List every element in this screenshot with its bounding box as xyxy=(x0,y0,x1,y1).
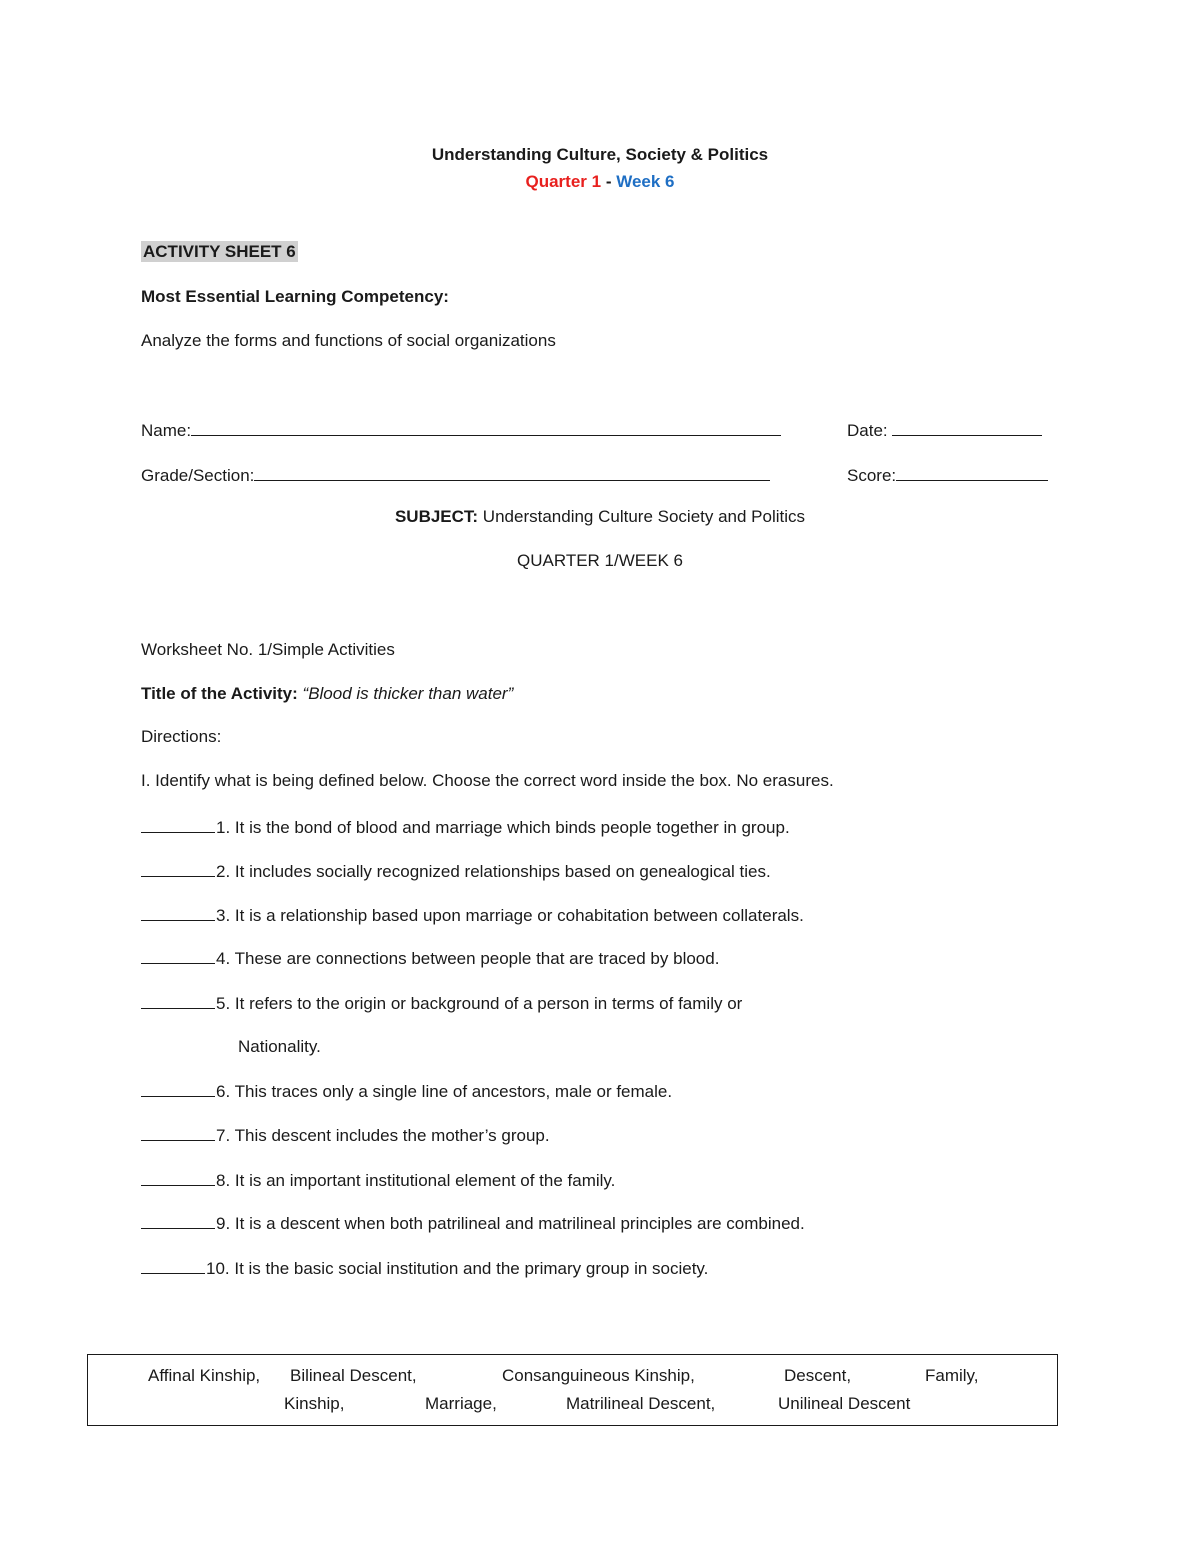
word-choices-box xyxy=(87,1354,1058,1426)
worksheet-label: Worksheet No. 1/Simple Activities xyxy=(141,640,395,659)
item-continuation: Nationality. xyxy=(238,1037,321,1056)
subject-value: Understanding Culture Society and Politics xyxy=(478,507,806,526)
item-text: It is an important institutional element of the family. xyxy=(230,1171,616,1190)
item-text: It is a relationship based upon marriage or cohabitation between collaterals. xyxy=(230,906,804,925)
grade-section-label: Grade/Section: xyxy=(141,466,255,485)
name-label: Name: xyxy=(141,421,192,440)
word-choice: Affinal Kinship, xyxy=(148,1366,261,1385)
name-line[interactable] xyxy=(191,418,781,436)
question-item xyxy=(141,1212,805,1234)
quarter-week-header xyxy=(0,172,1200,192)
answer-blank[interactable] xyxy=(141,1257,205,1274)
competency-text: Analyze the forms and functions of social organizations xyxy=(141,331,556,350)
activity-title-value: “Blood is thicker than water” xyxy=(302,684,514,703)
name-field[interactable] xyxy=(141,418,781,441)
word-choice: Matrilineal Descent, xyxy=(566,1394,716,1413)
word-choice: Unilineal Descent xyxy=(778,1394,911,1413)
answer-blank[interactable] xyxy=(141,904,215,921)
answer-blank[interactable] xyxy=(141,992,215,1009)
item-number: 5. xyxy=(216,994,231,1013)
item-text: It includes socially recognized relationships based on genealogical ties. xyxy=(230,862,771,881)
score-label: Score: xyxy=(847,466,897,485)
score-field[interactable] xyxy=(847,463,1048,486)
question-item xyxy=(141,860,771,882)
item-number: 1. xyxy=(216,818,231,837)
question-item xyxy=(141,1257,708,1279)
item-text: These are connections between people that are traced by blood. xyxy=(230,949,720,968)
question-item xyxy=(141,992,742,1014)
answer-blank[interactable] xyxy=(141,1124,215,1141)
item-text: This traces only a single line of ancestors, male or female. xyxy=(230,1082,673,1101)
item-number: 9. xyxy=(216,1214,231,1233)
word-choice: Descent, xyxy=(784,1366,852,1385)
word-choice: Family, xyxy=(925,1366,979,1385)
subject-line xyxy=(0,507,1200,527)
question-item xyxy=(141,947,719,969)
question-item xyxy=(141,1124,550,1146)
word-choice: Marriage, xyxy=(425,1394,497,1413)
item-text: It is a descent when both patrilineal and matrilineal principles are combined. xyxy=(230,1214,805,1233)
competency-label: Most Essential Learning Competency: xyxy=(141,287,449,306)
item-text: It is the basic social institution and the primary group in society. xyxy=(229,1259,709,1278)
item-number: 2. xyxy=(216,862,231,881)
activity-title xyxy=(141,684,513,704)
date-field[interactable] xyxy=(847,418,1042,441)
item-number: 3. xyxy=(216,906,231,925)
subject-label: SUBJECT: xyxy=(394,507,479,526)
item-text: This descent includes the mother’s group. xyxy=(230,1126,550,1145)
document-title: Understanding Culture, Society & Politics xyxy=(431,145,769,164)
question-item xyxy=(141,1080,672,1102)
item-number: 6. xyxy=(216,1082,231,1101)
activity-title-label: Title of the Activity: xyxy=(141,684,303,703)
item-text: It is the bond of blood and marriage which binds people together in group. xyxy=(230,818,790,837)
word-choice: Consanguineous Kinship, xyxy=(502,1366,695,1385)
quarter-week-line: QUARTER 1/WEEK 6 xyxy=(517,551,683,570)
score-line[interactable] xyxy=(896,463,1048,481)
answer-blank[interactable] xyxy=(141,816,215,833)
quarter-label: Quarter 1 xyxy=(525,172,602,191)
item-text: It refers to the origin or background of a person in terms of family or xyxy=(230,994,743,1013)
answer-blank[interactable] xyxy=(141,860,215,877)
answer-blank[interactable] xyxy=(141,1080,215,1097)
item-number: 7. xyxy=(216,1126,231,1145)
grade-section-line[interactable] xyxy=(254,463,770,481)
directions-instruction: I. Identify what is being defined below. Choose the correct word inside the box. No erasures. xyxy=(141,771,834,790)
item-number: 4. xyxy=(216,949,231,968)
answer-blank[interactable] xyxy=(141,1212,215,1229)
directions-label: Directions: xyxy=(141,727,222,746)
header-separator: - xyxy=(601,172,617,191)
question-item xyxy=(141,1169,615,1191)
answer-blank[interactable] xyxy=(141,1169,215,1186)
activity-sheet-label: ACTIVITY SHEET 6 xyxy=(143,242,296,261)
item-number: 8. xyxy=(216,1171,231,1190)
question-item xyxy=(141,904,804,926)
date-line[interactable] xyxy=(892,418,1042,436)
word-choice: Bilineal Descent, xyxy=(290,1366,417,1385)
answer-blank[interactable] xyxy=(141,947,215,964)
grade-section-field[interactable] xyxy=(141,463,770,486)
question-item xyxy=(141,816,790,838)
word-choice: Kinship, xyxy=(284,1394,345,1413)
item-number: 10. xyxy=(206,1259,230,1278)
week-label: Week 6 xyxy=(616,172,675,191)
date-label: Date: xyxy=(847,421,893,440)
